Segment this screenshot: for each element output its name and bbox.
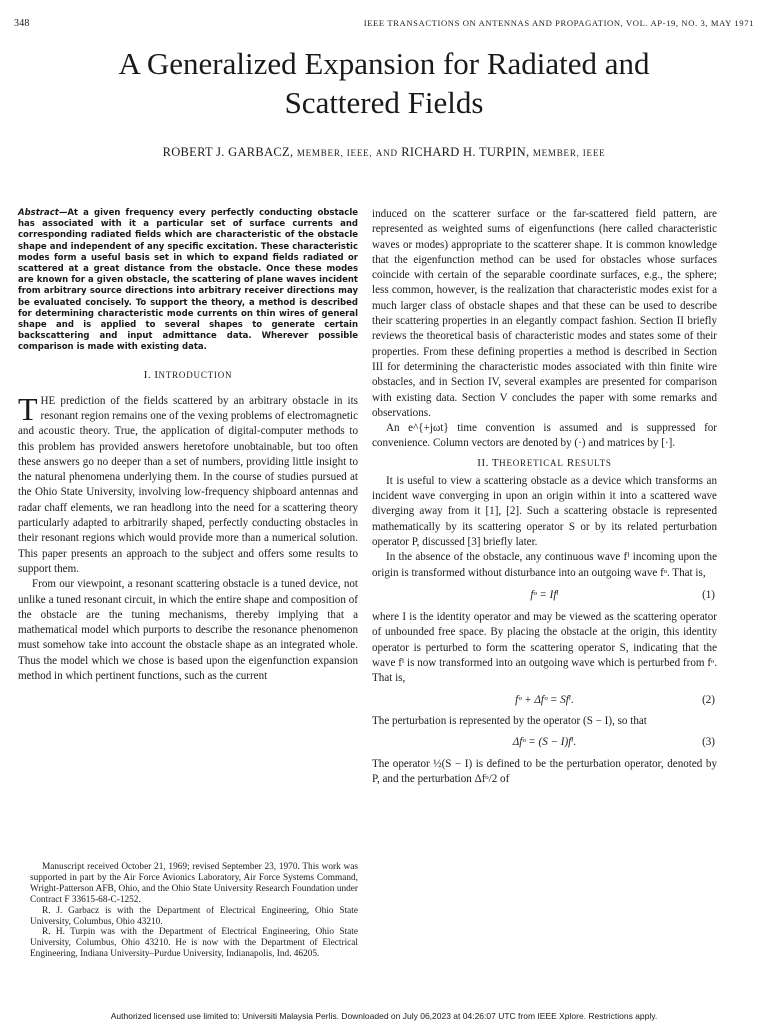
section-heading-theoretical-results: II. THEORETICAL RESULTS bbox=[477, 456, 612, 469]
journal-citation: IEEE TRANSACTIONS ON ANTENNAS AND PROPAGATION, VOL. AP-19, NO. 3, MAY 1971 bbox=[363, 18, 754, 28]
section-heading-introduction: I. INTRODUCTION bbox=[143, 368, 233, 381]
equation-2-number: (2) bbox=[702, 693, 715, 706]
author-1-membership: MEMBER, IEEE, bbox=[296, 148, 373, 158]
abstract-label: Abstract bbox=[18, 208, 59, 218]
equation-3-number: (3) bbox=[702, 736, 715, 749]
equation-1-number: (1) bbox=[702, 588, 715, 601]
left-column bbox=[18, 208, 358, 684]
page-number: 348 bbox=[14, 18, 30, 29]
equation-1: fᵒ = Ifⁱ (1) bbox=[372, 588, 717, 603]
right-paragraph-4: In the absence of the obstacle, any continuous wave fⁱ incoming upon the origin is transformed without disturbance into an outgoing wave fᵒ. That is, bbox=[372, 551, 717, 579]
right-paragraph-3: It is useful to view a scattering obstacle as a device which transforms an incident wave converging in upon an origin within it into a scattered wave diverging away from it [1], [2]. Such a scattering obstacle is represented mathematically by its scattering operator S or by its related perturbation operator P, discussed [3] briefly later. bbox=[372, 474, 717, 548]
author-2-membership: MEMBER, IEEE bbox=[532, 148, 606, 158]
right-paragraph-2: An e^{+jωt} time convention is assumed and is suppressed for convenience. Column vectors are denoted by (·) and matrices by [·]. bbox=[372, 422, 717, 450]
intro-paragraph-1: THE prediction of the fields scattered by an arbitrary obstacle in its resonant region remains one of the vexing problems of electromagnetic and acoustic theory. True, the application of digital-computer methods to this problem has provided answers heretofore unobtainable, but too often these answers go no deeper than a set of numbers, providing little insight to the natural phenomena underlying them. In the course of studies pursued at the Ohio State University, involving low-frequency shipboard antennas and radar chaff elements, we ran headlong into the need for a scattering theory particularly adapted to arbitrarily shaped, perfectly conducting obstacles in their resonant regions which would provide more than a numerical solution. This paper presents an approach to the subject and offers some results to support them. bbox=[18, 390, 358, 575]
author-conjunction: AND bbox=[375, 148, 398, 158]
download-notice: Authorized licensed use limited to: Universiti Malaysia Perlis. Downloaded on July 06,2023 at 04:26:07 UTC from IEEE Xplore. Restrictions apply. bbox=[110, 1011, 658, 1021]
title-line-2: Scattered Fields bbox=[284, 85, 484, 120]
footnote-garbacz: R. J. Garbacz is with the Department of Electrical Engineering, Ohio State University, Columbus, Ohio 43210. bbox=[30, 905, 358, 927]
equation-2: fᵒ + Δfᵒ = Sfⁱ. (2) bbox=[372, 693, 717, 708]
author-1: ROBERT J. GARBACZ, bbox=[162, 145, 294, 159]
paper-title bbox=[0, 44, 768, 122]
right-paragraph-7: The operator ½(S − I) is defined to be the perturbation operator, denoted by P, and the perturbation Δfᵒ/2 of bbox=[372, 757, 717, 785]
abstract bbox=[18, 208, 358, 354]
right-column bbox=[372, 207, 717, 787]
author-line bbox=[0, 145, 768, 160]
running-header bbox=[14, 18, 754, 32]
right-paragraph-6: The perturbation is represented by the operator (S − I), so that bbox=[372, 714, 647, 727]
right-paragraph-5: where I is the identity operator and may be viewed as the scattering operator of unbounded free space. By placing the obstacle at the origin, this identity operator is perturbed to form the scattering operator S, indicating that the wave fⁱ is now transformed into an outgoing wave which is perturbed from fᵒ. That is, bbox=[372, 611, 717, 685]
footnote-turpin: R. H. Turpin was with the Department of Electrical Engineering, Ohio State University, Columbus, Ohio 43210. He is now with the Department of Electrical Engineering, Indiana University–Purdue University, Indianapolis, Ind. 46205. bbox=[30, 927, 358, 960]
intro-paragraph-2: From our viewpoint, a resonant scattering obstacle is a tuned device, not unlike a tuned resonant circuit, in which the entire shape and composition of the obstacle are the tuning mechanisms, thereby implying that a mathematical model which purports to describe the resonance phenomenon must somehow take into account the obstacle shape as an integrated whole. Thus the model which we chose is based upon the eigenfunction expansion method in which pertinent functions, such as the current bbox=[18, 578, 358, 682]
title-line-1: A Generalized Expansion for Radiated and bbox=[118, 46, 650, 81]
abstract-text: —At a given frequency every perfectly conducting obstacle has associated with it a particular set of surface currents and corresponding radiated fields which are characteristic of the obstacle shape and independent of any specific excitation. These characteristic modes form a useful basis set in which to expand fields radiated or scattered at a great distance from the obstacle. Once these modes are known for a given obstacle, the scattering of plane waves incident from arbitrary source directions into arbitrary receiver directions may be evaluated concisely. To support the theory, a method is described for determining characteristic mode currents on thin wires of general shape and is applied to several shapes to generate certain backscattering and input admittance data. Wherever possible comparison is made with existing data. bbox=[18, 208, 358, 353]
equation-3: Δfᵒ = (S − I)fⁱ. (3) bbox=[372, 735, 717, 750]
author-2: RICHARD H. TURPIN, bbox=[401, 145, 530, 159]
footnote-manuscript: Manuscript received October 21, 1969; revised September 23, 1970. This work was supported in part by the Air Force Avionics Laboratory, Air Force Systems Command, Wright-Patterson AFB, Ohio, and the Ohio State University Research Foundation under Contract F 33615-68-C-1252. bbox=[30, 862, 358, 905]
drop-cap: T bbox=[18, 390, 38, 427]
footnotes bbox=[30, 862, 358, 960]
right-paragraph-1: induced on the scatterer surface or the far-scattered field pattern, are represented as weighted sums of eigenfunctions (here called characteristic waves or modes) appropriate to the scatterer shape. It is common knowledge that the eigenfunction method can be used for obstacles whose surfaces coincide with certain of the separable coordinate surfaces, e.g., the sphere; less common, however, is the realization that characteristic modes exist for a much larger class of obstacle shapes and that these can be used to describe their scattering properties in an elegantly compact fashion. Section II briefly reviews the theoretical basis of characteristic modes and states some of their properties. From these defining properties a method is described in Section III for determining the characteristic modes associated with thin finite wire obstacles, and in Section IV, several examples are presented for comparison with existing data. Section V concludes the paper with some remarks and observations. bbox=[372, 208, 717, 419]
